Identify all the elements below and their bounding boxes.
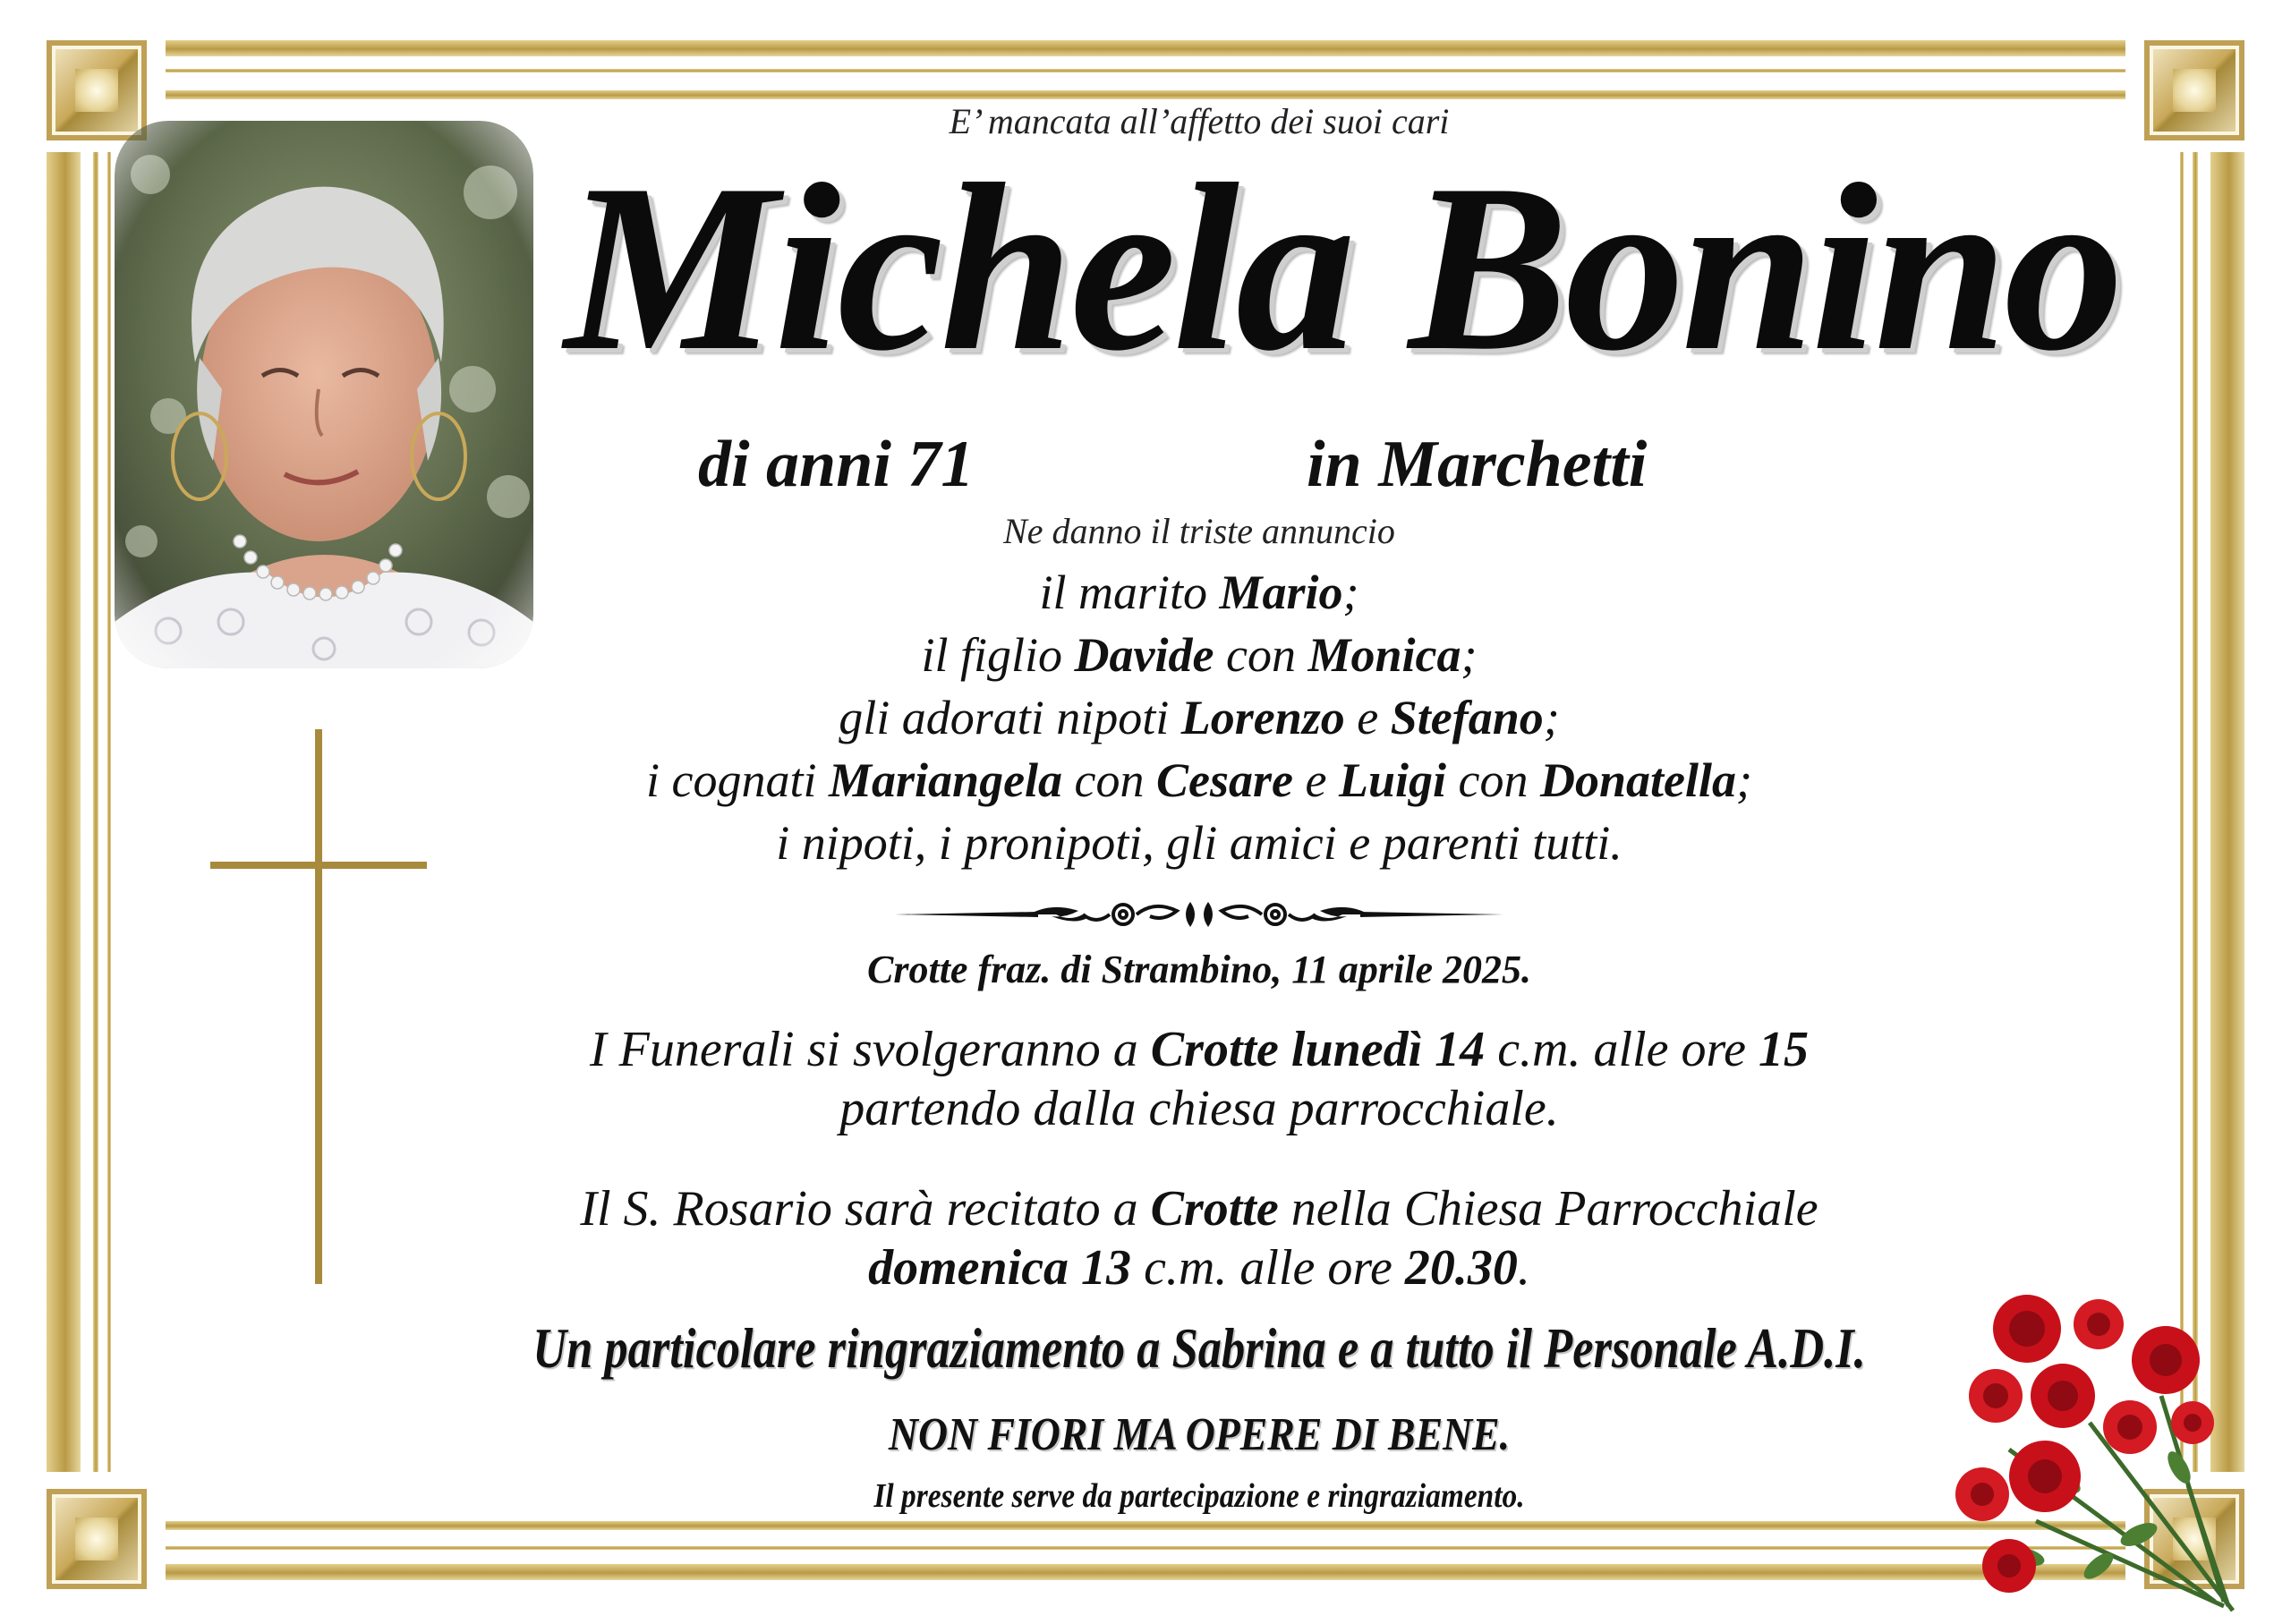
family-line-grandchildren bbox=[519, 686, 1879, 749]
relative-name: Stefano bbox=[1390, 691, 1544, 744]
text-fragment: i nipoti, i pronipoti, gli amici e parenti tutti. bbox=[776, 816, 1622, 870]
text-fragment: gli adorati nipoti bbox=[839, 691, 1181, 744]
rosary-info bbox=[519, 1179, 1879, 1297]
text-fragment: c.m. alle ore bbox=[1485, 1022, 1759, 1077]
text-fragment: c.m. alle ore bbox=[1131, 1240, 1405, 1296]
text-fragment: I Funerali si svolgeranno a bbox=[589, 1022, 1151, 1077]
family-line-son bbox=[519, 624, 1879, 686]
frame-bottom-bar-outer bbox=[166, 1564, 2125, 1580]
frame-top-bar-thin bbox=[166, 90, 2125, 99]
cross-vertical-beam bbox=[315, 729, 322, 1284]
emphasis: Crotte lunedì 14 bbox=[1150, 1022, 1486, 1077]
emphasis: domenica 13 bbox=[868, 1240, 1132, 1296]
frame-left-bar-inner bbox=[93, 152, 98, 1472]
text-fragment: ; bbox=[1461, 628, 1478, 682]
text-fragment: ; bbox=[1342, 565, 1359, 619]
frame-left-bar-outer bbox=[47, 152, 81, 1472]
funeral-info bbox=[519, 1020, 1879, 1138]
family-line-in-laws bbox=[519, 749, 1879, 812]
text-fragment: con bbox=[1062, 753, 1157, 807]
family-line-husband bbox=[519, 561, 1879, 624]
funeral-line-2: partendo dalla chiesa parrocchiale. bbox=[839, 1081, 1559, 1136]
frame-bottom-bar-inner bbox=[166, 1546, 2125, 1550]
portrait-photo bbox=[115, 121, 533, 668]
frame-corner-top-right bbox=[2144, 40, 2244, 140]
portrait-illustration bbox=[115, 121, 533, 668]
text-fragment: con bbox=[1446, 753, 1540, 807]
place-and-date: Crotte fraz. di Strambino, 11 aprile 2025. bbox=[867, 948, 1531, 991]
emphasis: 15 bbox=[1759, 1022, 1810, 1077]
relative-name: Donatella bbox=[1539, 753, 1736, 807]
relative-name: Mario bbox=[1219, 565, 1343, 619]
intro-line: E’ mancata all’affetto dei suoi cari bbox=[949, 101, 1450, 141]
rosary-line-1 bbox=[519, 1179, 1879, 1238]
red-roses-bouquet-icon bbox=[1955, 1288, 2251, 1620]
text-fragment: il marito bbox=[1039, 565, 1220, 619]
cross-horizontal-beam bbox=[210, 862, 427, 869]
funeral-line-1 bbox=[519, 1020, 1879, 1079]
emphasis: Crotte bbox=[1150, 1181, 1279, 1237]
family-list bbox=[519, 561, 1879, 874]
ornamental-divider-icon bbox=[895, 895, 1503, 934]
special-thanks: Un particolare ringraziamento a Sabrina e a tutto il Personale A.D.I. bbox=[532, 1316, 1866, 1380]
relative-name: Mariangela bbox=[829, 753, 1063, 807]
text-fragment: e bbox=[1293, 753, 1339, 807]
emphasis: 20.30 bbox=[1404, 1240, 1518, 1296]
frame-top-bar-outer bbox=[166, 40, 2125, 56]
text-fragment: nella Chiesa Parrocchiale bbox=[1278, 1181, 1818, 1237]
text-fragment: ; bbox=[1543, 691, 1560, 744]
relative-name: Lorenzo bbox=[1180, 691, 1345, 744]
text-fragment: il figlio bbox=[921, 628, 1075, 682]
frame-top-bar-inner bbox=[166, 69, 2125, 72]
deceased-name: Michela Bonino bbox=[564, 134, 2121, 400]
frame-bottom-bar-thin bbox=[166, 1521, 2125, 1530]
no-flowers-note: NON FIORI MA OPERE DI BENE. bbox=[888, 1409, 1511, 1460]
married-name: in Marchetti bbox=[1307, 428, 1648, 501]
frame-right-bar-inner bbox=[2193, 152, 2198, 1472]
relative-name: Cesare bbox=[1156, 753, 1293, 807]
announcement-line: Ne danno il triste annuncio bbox=[1003, 511, 1395, 551]
text-fragment: e bbox=[1344, 691, 1391, 744]
notice-line: Il presente serve da partecipazione e ringraziamento. bbox=[873, 1477, 1525, 1515]
text-fragment: ; bbox=[1735, 753, 1752, 807]
relative-name: Davide bbox=[1074, 628, 1214, 682]
frame-left-bar-thin bbox=[107, 152, 111, 1472]
frame-corner-top-left bbox=[47, 40, 147, 140]
relative-name: Monica bbox=[1307, 628, 1461, 682]
text-fragment: i cognati bbox=[646, 753, 829, 807]
text-fragment: Il S. Rosario sarà recitato a bbox=[580, 1181, 1151, 1237]
text-fragment: . bbox=[1517, 1240, 1530, 1296]
text-fragment: con bbox=[1214, 628, 1308, 682]
relative-name: Luigi bbox=[1338, 753, 1446, 807]
age-line: di anni 71 bbox=[698, 428, 975, 501]
frame-corner-bottom-left bbox=[47, 1489, 147, 1589]
rosary-line-2 bbox=[519, 1238, 1879, 1297]
family-line-others bbox=[519, 812, 1879, 874]
frame-right-bar-outer bbox=[2210, 152, 2244, 1472]
